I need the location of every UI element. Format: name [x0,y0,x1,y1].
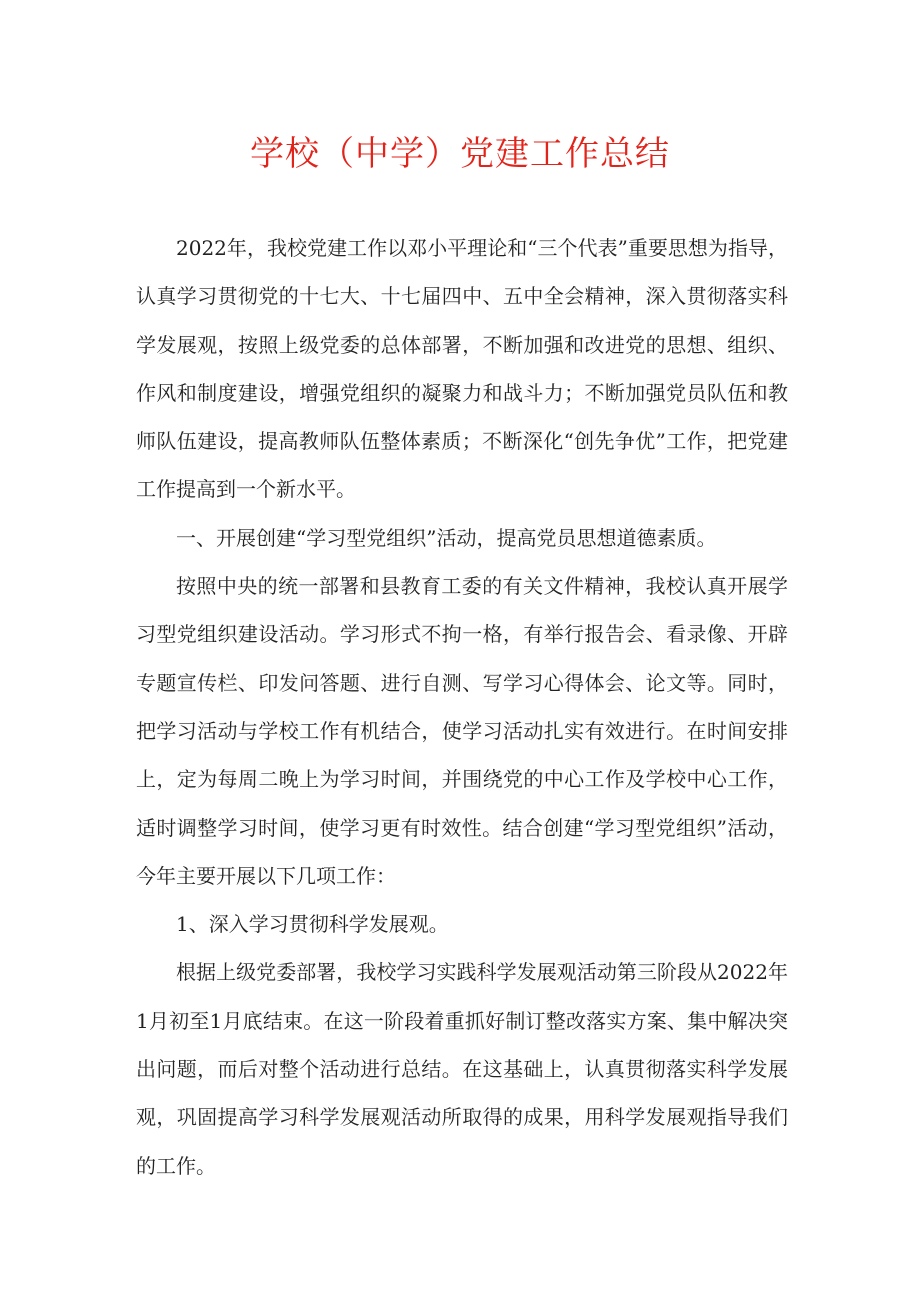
paragraph-science-development: 根据上级党委部署，我校学习实践科学发展观活动第三阶段从2022年1月初至1月底结束。在这一阶段着重抓好制订整改落实方案、集中解决突出问题，而后对整个活动进行总结。在这基础上，认真贯彻落实科学发展观，巩固提高学习科学发展观活动所取得的成果，用科学发展观指导我们的工作。 [136,960,788,1178]
subheading-1: 1、深入学习贯彻科学发展观。 [176,912,449,937]
section-heading-1: 一、开展创建“学习型党组织”活动，提高党员思想道德素质。 [176,525,717,550]
paragraph-learning-activity: 按照中央的统一部署和县教育工委的有关文件精神，我校认真开展学习型党组织建设活动。学习形式不拘一格，有举行报告会、看录像、开辟专题宣传栏、印发问答题、进行自测、写学习心得体会、论文等。同时，把学习活动与学校工作有机结合，使学习活动扎实有效进行。在时间安排上，定为每周二晚上为学习时间，并围绕党的中心工作及学校中心工作，适时调整学习时间，使学习更有时效性。结合创建“学习型党组织”活动，今年主要开展以下几项工作： [136,574,788,888]
document-body [136,224,788,1190]
document-title: 学校（中学）党建工作总结 [250,134,670,174]
paragraph-intro: 2022年，我校党建工作以邓小平理论和“三个代表”重要思想为指导，认真学习贯彻党的十七大、十七届四中、五中全会精神，深入贯彻落实科学发展观，按照上级党委的总体部署，不断加强和改进党的思想、组织、作风和制度建设，增强党组织的凝聚力和战斗力；不断加强党员队伍和教师队伍建设，提高教师队伍整体素质；不断深化“创先争优”工作，把党建工作提高到一个新水平。 [136,236,788,502]
